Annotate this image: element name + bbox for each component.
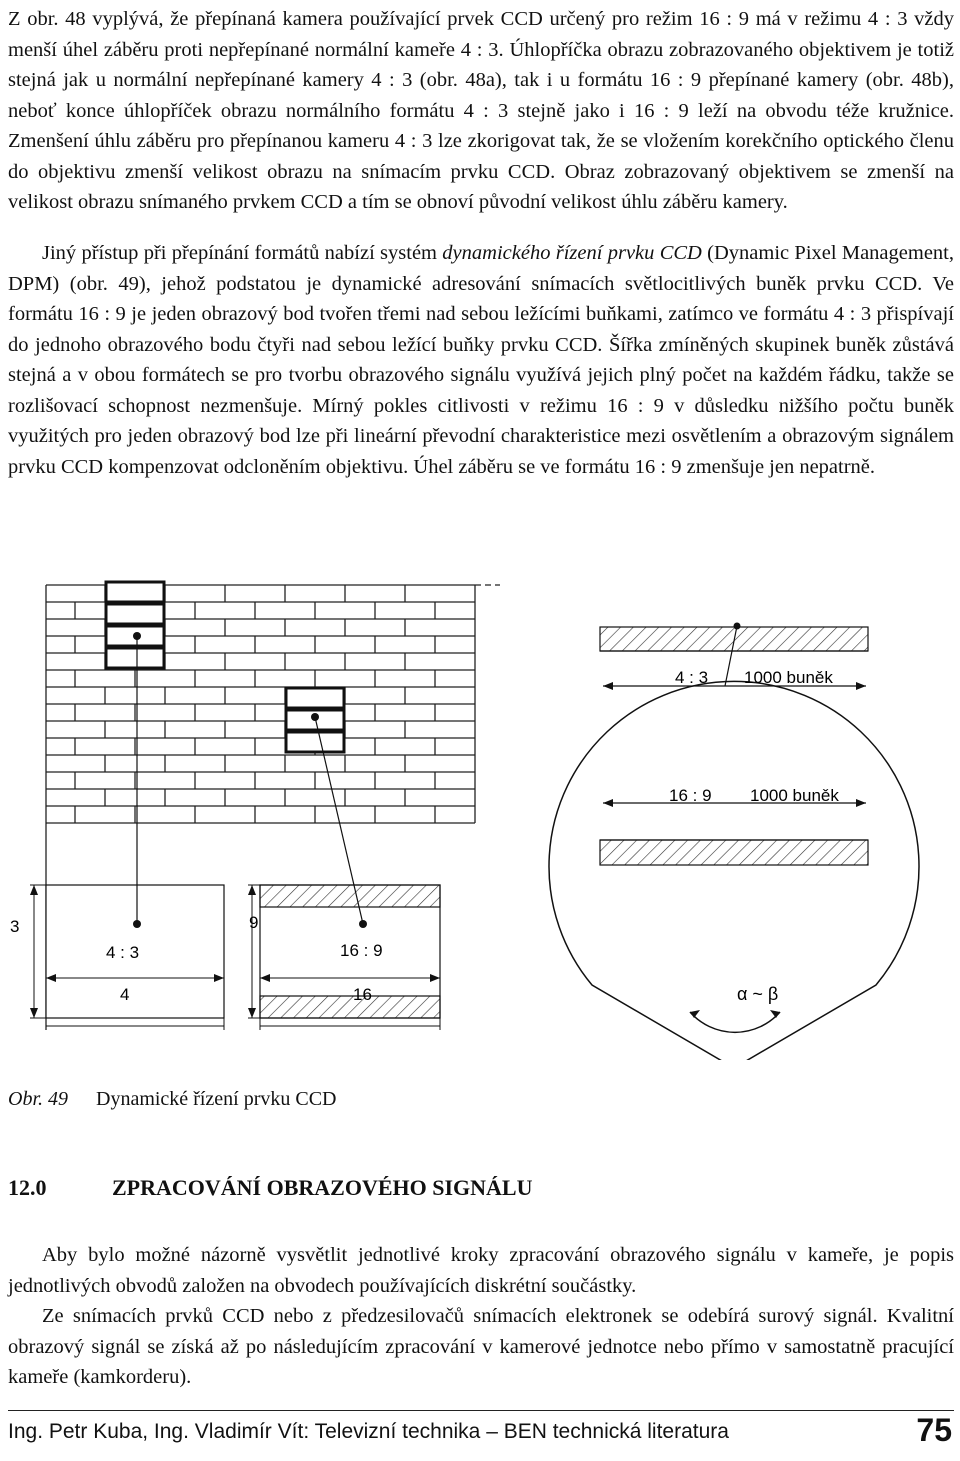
caption-text: Dynamické řízení prvku CCD <box>96 1088 337 1110</box>
footer-text: Ing. Petr Kuba, Ing. Vladimír Vít: Televizní technika – BEN technická literatura <box>8 1420 729 1443</box>
pixel-group-4-3 <box>106 582 164 668</box>
angle-label: α ~ β <box>737 984 779 1004</box>
magnifier <box>549 623 919 1061</box>
paragraph-2-emphasis: dynamického řízení prvku CCD <box>442 242 702 264</box>
section-heading <box>8 1175 533 1201</box>
paragraph-1: Z obr. 48 vyplývá, že přepínaná kamera používající prvek CCD určený pro režim 16 : 9 má v režimu 4 : 3 vždy menší úhel záběru proti nepřepínané normální kameře 4 : 3. Úhlopříčka obrazu zobrazovaného objektivem je totiž stejná jak u normální nepřepínané kamery 4 : 3 (obr. 48a), tak i u formátu 16 : 9 přepínané kamery (obr. 48b), neboť konce úhlopříček obrazu normálního formátu 4 : 3 stejně jako i 16 : 9 leží na obvodu téže kružnice. Zmenšení úhlu záběru pro přepínanou kameru 4 : 3 lze zkorigovat tak, že se vložením korekčního optického členu do objektivu zmenší velikost obrazu na snímacím prvku CCD. Obraz zobrazovaný objektivem se zmenší na velikost obrazu snímaného prvkem CCD a tím se obnoví původní velikost úhlu záběru kamery. <box>8 8 954 213</box>
figure-caption <box>8 1088 337 1111</box>
frame-16-9 <box>248 717 440 1030</box>
paragraph-4: Ze snímacích prvků CCD nebo z předzesilovačů snímacích elektronek se odebírá surový signál. Kvalitní obrazový signál se získá až po následujícím zpracování v kamerové jednotce nebo přímo v samostatně pracující kameře (kamkorderu). <box>8 1305 954 1388</box>
page-number: 75 <box>916 1412 952 1448</box>
ccd-diagram <box>0 560 960 1060</box>
cells-16-9: 1000 buněk <box>750 786 839 805</box>
right-ratio-label: 16 : 9 <box>340 941 383 960</box>
paragraph-3: Aby bylo možné názorně vysvětlit jednotlivé kroky zpracování obrazového signálu v kameře, je popis jednotlivých obvodů založen na obvodech používajících diskrétní součástky. <box>8 1244 954 1297</box>
paragraph-2-start: Jiný přístup při přepínání formátů nabízí systém <box>42 242 443 264</box>
paragraph-2-end: (Dynamic Pixel Management, DPM) (obr. 49), jehož podstatou je dynamické adresování snímacích světlocitlivých buněk prvku CCD. Ve formátu 16 : 9 je jeden obrazový bod tvořen třemi nad sebou ležícími buňkami, zatímco ve formátu 4 : 3 přispívají do jednoho obrazového bodu čtyři nad sebou ležící buňky prvku CCD. Šířka zmíněných skupinek buněk zůstává stejná a v obou formátech se pro tvorbu obrazového signálu využívá jejich plný počet na každém řádku, takže se rozlišovací schopnost nezmenšuje. Mírný pokles citlivosti v režimu 16 : 9 v důsledku nižšího počtu buněk využitých pro jeden obrazový bod lze při lineární převodní charakteristice mezi osvětlením a obrazovým signálem prvku CCD kompenzovat odcloněním objektivu. Úhel záběru se ve formátu 16 : 9 zmenšuje jen nepatrně. <box>8 242 954 478</box>
label-16-9-top: 16 : 9 <box>669 786 712 805</box>
left-side-label: 3 <box>10 917 20 936</box>
section-number: 12.0 <box>8 1175 47 1200</box>
left-width-label: 4 <box>120 985 130 1004</box>
right-side-label: 9 <box>249 913 259 932</box>
frame-4-3 <box>30 636 224 1030</box>
caption-number: Obr. 49 <box>8 1088 69 1110</box>
cells-4-3: 1000 buněk <box>744 668 833 687</box>
label-4-3-top: 4 : 3 <box>675 668 709 687</box>
left-ratio-label: 4 : 3 <box>106 943 140 962</box>
section-title: ZPRACOVÁNÍ OBRAZOVÉHO SIGNÁLU <box>112 1175 533 1200</box>
footer-divider <box>8 1410 954 1411</box>
right-width-label: 16 <box>353 985 372 1004</box>
paragraph-2 <box>8 238 954 482</box>
